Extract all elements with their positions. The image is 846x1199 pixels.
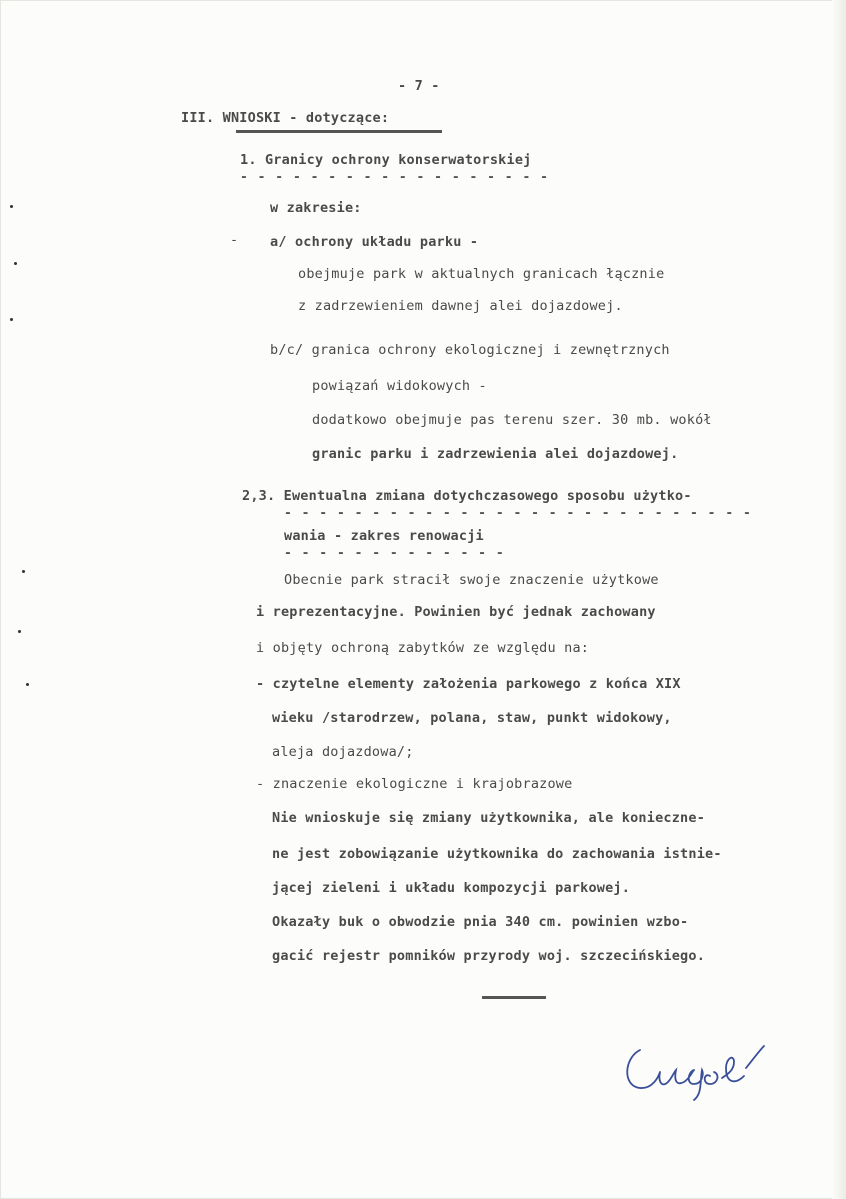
punch-mark xyxy=(10,205,13,208)
item-a-line2: z zadrzewieniem dawnej alei dojazdowej. xyxy=(298,298,623,314)
page-edge-shadow xyxy=(832,0,846,1199)
page-number: - 7 - xyxy=(398,78,440,94)
body-line: wieku /starodrzew, polana, staw, punkt widokowy, xyxy=(272,710,672,726)
body-line: ne jest zobowiązanie użytkownika do zachowania istnie- xyxy=(272,846,722,862)
item-bc-line1: dodatkowo obejmuje pas terenu szer. 30 mb. wokół xyxy=(312,412,712,428)
body-line: Okazały buk o obwodzie pnia 340 cm. powinien wzbo- xyxy=(272,914,689,930)
punch-mark xyxy=(22,570,25,573)
section23-underline2: - - - - - - - - - - - - - xyxy=(284,546,505,561)
section1-title: 1. Granicy ochrony konserwatorskiej xyxy=(240,152,532,168)
body-line: aleja dojazdowa/; xyxy=(272,744,414,760)
section23-title1: 2,3. Ewentualna zmiana dotychczasowego sposobu użytko- xyxy=(242,488,692,504)
body-line: Nie wnioskuje się zmiany użytkownika, ale konieczne- xyxy=(272,810,706,826)
punch-mark xyxy=(26,683,29,686)
section-heading: III. WNIOSKI - dotyczące: xyxy=(181,110,390,126)
punch-mark xyxy=(18,630,21,633)
body-line: jącej zieleni i układu kompozycji parkowej. xyxy=(272,880,631,896)
handwritten-signature-icon xyxy=(618,1028,788,1112)
body-line: gacić rejestr pomników przyrody woj. szczecińskiego. xyxy=(272,948,706,964)
section1-underline: - - - - - - - - - - - - - - - - - - xyxy=(240,170,549,185)
item-bc-title2: powiązań widokowych - xyxy=(312,378,487,394)
body-line: Obecnie park stracił swoje znaczenie użytkowe xyxy=(284,572,659,588)
section1-intro: w zakresie: xyxy=(270,200,362,216)
item-a-title: a/ ochrony układu parku - xyxy=(270,234,479,250)
item-bc-line2: granic parku i zadrzewienia alei dojazdowej. xyxy=(312,446,679,462)
section23-title2: wania - zakres renowacji xyxy=(284,528,484,544)
item-a-line1: obejmuje park w aktualnych granicach łącznie xyxy=(298,266,665,282)
punch-mark xyxy=(14,262,17,265)
punch-mark xyxy=(10,318,13,321)
closing-rule xyxy=(482,996,546,999)
margin-mark: - xyxy=(230,232,239,248)
heading-underline xyxy=(236,130,442,133)
item-bc-title: b/c/ granica ochrony ekologicznej i zewnętrznych xyxy=(270,342,670,358)
body-line: - czytelne elementy założenia parkowego z końca XIX xyxy=(256,676,681,692)
body-line: i reprezentacyjne. Powinien być jednak zachowany xyxy=(256,604,656,620)
section23-underline1: - - - - - - - - - - - - - - - - - - - - - - - - - - - xyxy=(284,506,752,521)
body-line: - znaczenie ekologiczne i krajobrazowe xyxy=(256,776,573,792)
body-line: i objęty ochroną zabytków ze względu na: xyxy=(256,640,590,656)
